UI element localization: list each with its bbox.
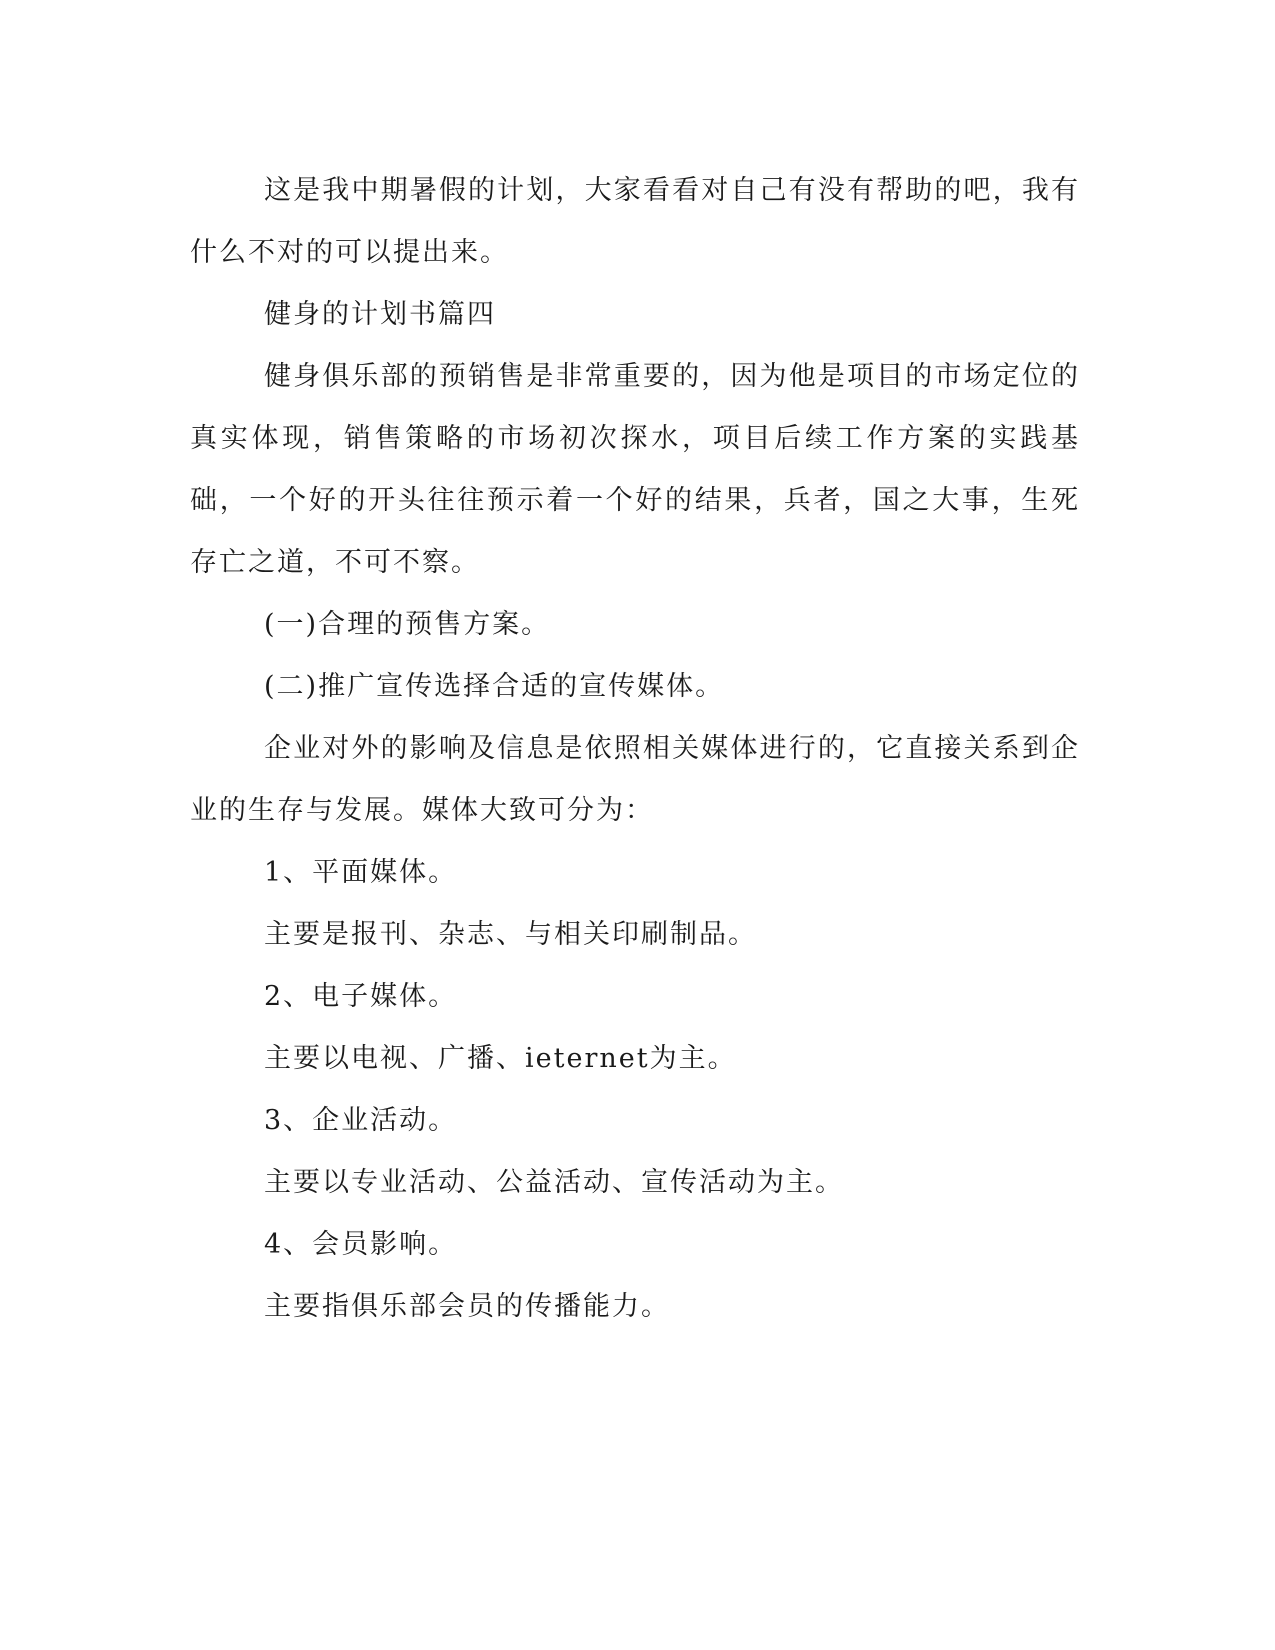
presale-paragraph: 健身俱乐部的预销售是非常重要的，因为他是项目的市场定位的真实体现，销售策略的市场初次探水，项目后续工作方案的实践基础，一个好的开头往往预示着一个好的结果，兵者，国之大事，生死存亡之道，不可不察。: [190, 361, 1080, 578]
list-item-promotion-media: (二)推广宣传选择合适的宣传媒体。: [264, 671, 725, 702]
media-type-members: 4、会员影响。: [264, 1229, 458, 1260]
media-type-electronic: 2、电子媒体。: [264, 981, 458, 1012]
media-type-electronic-desc: 主要以电视、广播、ieternet为主。: [264, 1043, 737, 1074]
media-type-members-desc: 主要指俱乐部会员的传播能力。: [264, 1291, 670, 1322]
list-item-presale-plan: (一)合理的预售方案。: [264, 609, 551, 640]
section-heading: 健身的计划书篇四: [264, 299, 496, 330]
media-intro-paragraph: 企业对外的影响及信息是依照相关媒体进行的，它直接关系到企业的生存与发展。媒体大致可分为：: [190, 733, 1080, 826]
media-type-events: 3、企业活动。: [264, 1105, 458, 1136]
document-body: [190, 160, 1080, 1338]
media-type-events-desc: 主要以专业活动、公益活动、宣传活动为主。: [264, 1167, 844, 1198]
media-type-print-desc: 主要是报刊、杂志、与相关印刷制品。: [264, 919, 757, 950]
intro-paragraph: 这是我中期暑假的计划，大家看看对自己有没有帮助的吧，我有什么不对的可以提出来。: [190, 175, 1080, 268]
media-type-print: 1、平面媒体。: [264, 857, 458, 888]
